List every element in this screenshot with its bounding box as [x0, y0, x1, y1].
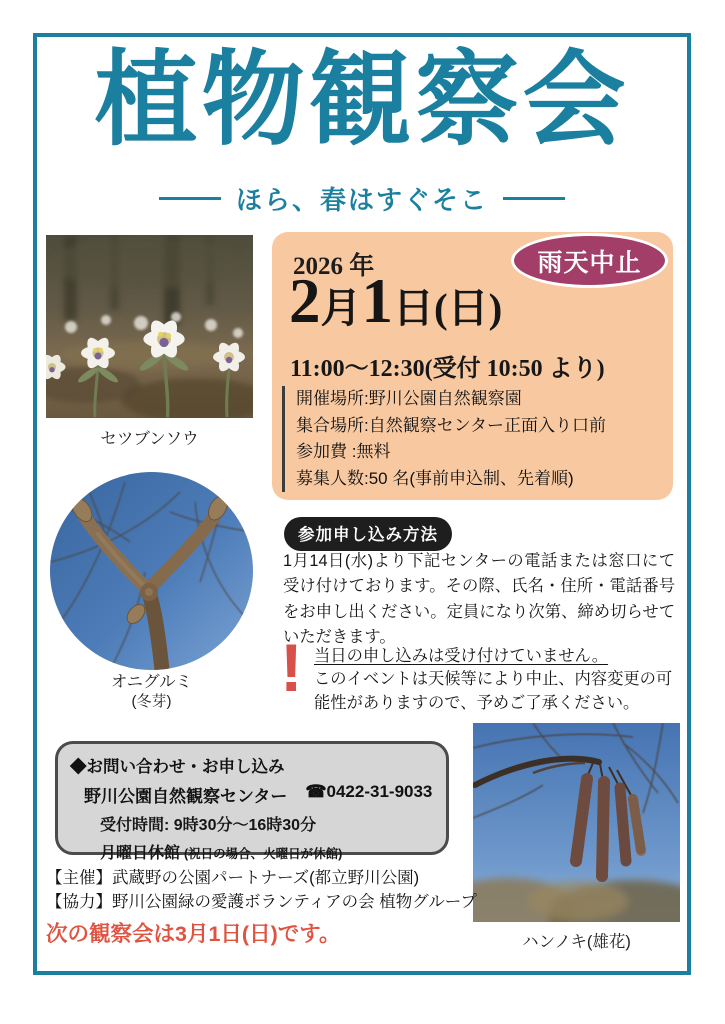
subtitle: [33, 180, 691, 217]
event-month-label: 月: [320, 285, 362, 331]
exclamation-icon: !: [280, 630, 303, 706]
signup-method-label: 参加申し込み方法: [284, 517, 452, 551]
catkin-photo-illustration: [473, 723, 680, 922]
organizer-line: 【主催】武蔵野の公園パートナーズ(都立野川公園): [46, 869, 420, 887]
warning-line-cancellation: このイベントは天候等により中止、内容変更の可能性がありますので、予めご了承ください。: [314, 670, 673, 712]
contact-heading: ◆お問い合わせ・お申し込み: [70, 758, 285, 776]
contact-center-row: [84, 782, 434, 807]
detail-meeting-point: 集合場所:自然観察センター正面入り口前: [296, 415, 607, 435]
winter-bud-photo-illustration: [50, 472, 253, 670]
phone-number: 0422-31-9033: [326, 782, 433, 801]
event-time: 11:00〜12:30(受付 10:50 より): [290, 356, 605, 382]
subtitle-dash: [159, 197, 221, 200]
photo-caption-hannoki: ハンノキ(雄花): [522, 933, 631, 951]
photo-onigurumi: [50, 472, 253, 670]
event-year: 2026 年: [293, 253, 375, 280]
contact-closed-note: (祝日の場合、火曜日が休館): [184, 847, 343, 861]
event-day-label: 日(日): [393, 285, 503, 331]
page-title: 植物観察会: [94, 42, 630, 157]
detail-fee: 参加費 :無料: [296, 442, 391, 461]
event-day-number: 1: [361, 266, 393, 336]
contact-center-name: 野川公園自然観察センター: [84, 787, 288, 806]
photo-caption-onigurumi-note: (冬芽): [131, 693, 172, 710]
event-details-list: [282, 386, 606, 492]
rain-cancel-badge: 雨天中止: [511, 233, 668, 288]
photo-setsubunsou: [46, 235, 253, 418]
detail-capacity: 募集人数:50 名(事前申込制、先着順): [296, 468, 574, 488]
cooperation-line: 【協力】野川公園緑の愛護ボランティアの会 植物グループ: [46, 893, 477, 911]
signup-instructions: 1月14日(水)より下記センターの電話または窓口にて受け付けております。その際、氏名・住所・電話番号をお申し出ください。定員になり次第、締め切らせていただきます。: [283, 552, 675, 646]
contact-closed-row: [100, 840, 434, 863]
contact-box: [55, 741, 449, 862]
event-month-number: 2: [289, 266, 321, 336]
photo-caption-setsubunsou: セツブンソウ: [100, 430, 199, 448]
next-event-notice: 次の観察会は3月1日(日)です。: [46, 922, 341, 946]
subtitle-dash: [503, 197, 565, 200]
photo-caption-onigurumi: [50, 673, 253, 711]
detail-venue: 開催場所:野川公園自然観察園: [296, 389, 522, 408]
photo-caption-onigurumi-name: オニグルミ: [110, 673, 193, 691]
photo-hannoki: [473, 723, 680, 922]
contact-closed-day: 月曜日休館: [100, 845, 181, 862]
warning-line-no-same-day: 当日の申し込みは受け付けていません。: [314, 647, 609, 665]
phone-icon: ☎: [305, 782, 327, 801]
contact-phone: [305, 782, 432, 807]
warning-text: [314, 645, 676, 715]
subtitle-text: ほら、春はすぐそこ: [235, 185, 488, 215]
contact-hours: 受付時間: 9時30分〜16時30分: [100, 817, 317, 834]
flower-photo-illustration: [46, 235, 253, 418]
